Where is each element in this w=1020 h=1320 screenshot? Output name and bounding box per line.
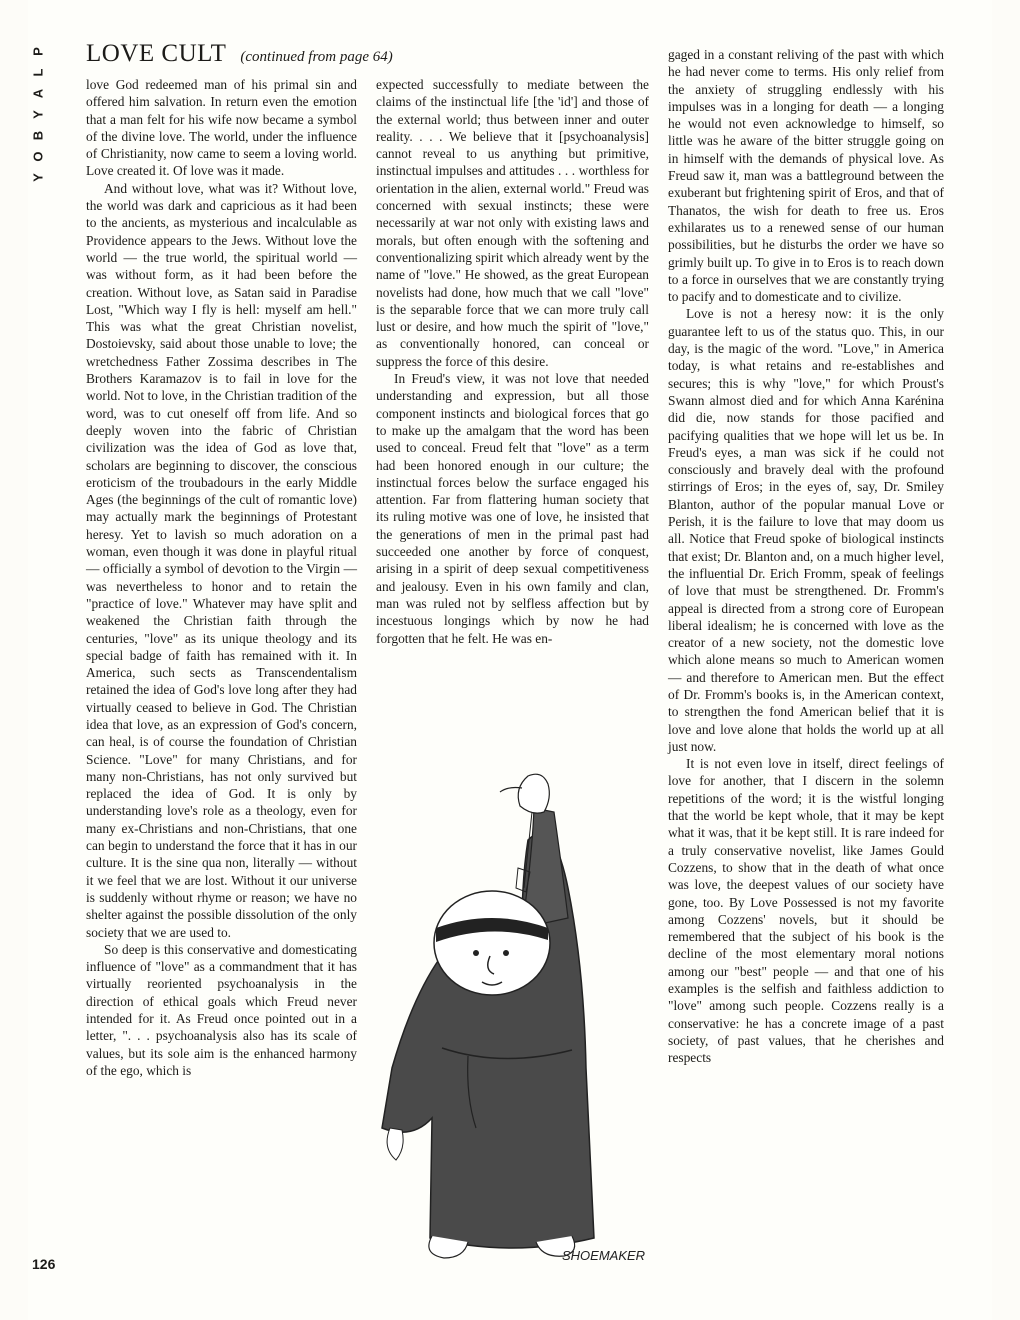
margin-letter: P: [30, 47, 46, 56]
monk-cartoon-illustration: [372, 768, 662, 1268]
left-eye: [473, 950, 479, 956]
paragraph: love God redeemed man of his primal sin and offered him salvation. In return even the emotion that a man felt for his wife now became a symbol of the divine love. The world, under the influence of Christianity, now came to seem a loving world. Love created it. Of love was it made.: [86, 77, 357, 179]
right-eye: [503, 950, 509, 956]
monk-head: [434, 891, 550, 995]
continued-note: (continued from page 64): [240, 49, 393, 65]
margin-letter: L: [30, 68, 46, 77]
monk-drawing: [372, 768, 662, 1268]
margin-letter: Y: [30, 173, 46, 182]
hand-shape: [518, 774, 549, 813]
margin-letter: O: [30, 151, 46, 162]
paragraph: expected successfully to mediate between the claims of the instinctual life [the 'id'] and those of the external world; thus between inner and outer reality. . . . We believe that it [psychoanalysis] cannot reveal to us anything but primitive, instinctual impulses and attitudes . . . worthless for orientation in the alien, external world." Freud was concerned with sexual instincts; these were necessarily at war not only with existing laws and morals, but often enough with the softening and conventionalizing spirit which already went by the name of "love." He showed, as the great European novelists had done, how much that we call "love" is the separable force that we can more truly call lust or desire, and how much the spirit of "love," as conventionally honored, can conceal or suppress the force of this desire.: [376, 77, 649, 369]
paragraph: It is not even love in itself, direct feelings of love for another, that I discern in the solemn repetitions of the word; it is the wistful longing that the world be kept whole, that it may be kept what it was, that it be kept still. It is rare indeed for a truly conservative novelist, like James Gould Cozzens, to show that in the death of what once was love, the deepest values of our society have gone, too. By Love Possessed is not my favorite among Cozzens' novels, but it should be remembered that the subject of his book is the decline of the most elementary moral notions among our "best" people — and that one of his examples is the selfish and faithless addiction to "love" among such people. Cozzens really is a conservative: he has a concrete image of a past society, of past values, that he cherishes and respects: [668, 756, 944, 1066]
text-column-3: [668, 46, 944, 1067]
page-number: 126: [32, 1256, 56, 1272]
lower-hand: [387, 1128, 403, 1160]
paragraph: Love is not a heresy now: it is the only guarantee left to us of the status quo. This, in our day, is the magic of the word. "Love," in America today, is what retains and re-establishes and secures; this is why "love," for which Proust's Swann almost died and for which Anna Karénina did die, now stands for those pacified and pacifying qualities that we hope will let us be. In Freud's eyes, a man was sick if he could not consciously and bravely deal with the profound stirrings of Eros; in the eyes of, say, Dr. Smiley Blanton, author of the popular manual Love or Perish, it is the failure to love that may doom us all. Notice that Freud spoke of biological instincts that exist; Dr. Blanton and, on a much higher level, the influential Dr. Erich Fromm, speak of feelings of love that must be strengthened. Dr. Fromm's appeal is directed from a strong core of European liberal idealism; he is concerned with love as the creator of a new society, not the domestic love which alone means so much to American women — and therefore to American men. But the effect of Dr. Fromm's books is, in the American context, to strengthen the fond American belief that it is love and love alone that holds the world up at all just now.: [668, 306, 944, 754]
margin-letter: A: [30, 88, 46, 99]
article-title: LOVE CULT: [86, 40, 227, 67]
playboy-margin-mark: [30, 44, 52, 191]
artist-signature: SHOEMAKER: [562, 1248, 646, 1263]
text-column-2: [376, 76, 649, 647]
paragraph: gaged in a constant reliving of the past with which he had never come to terms. His only relief from the anxiety of struggling endlessly with his impulses was in a longing for death — a longing he would not even acknowledge to himself, so little was he aware of the bitter struggle going on in himself with the demands of physical love. As Freud saw it, man was a battleground between the exuberant but frightening spirit of Eros, and that of Thanatos, the wish for death to free us. Eros exhilarates us to a renewed sense of our human possibilities, but he disturbs the order we have so grimly built up. To give in to Eros is to reach down to a force in ourselves that we are constantly trying to pacify and to domesticate and to civilize.: [668, 47, 944, 305]
paragraph: So deep is this conservative and domesticating influence of "love" as a commandment that it has virtually reoriented psychoanalysis in the direction of ethical goals which Freud never intended for it. As Freud once pointed out in a letter, ". . . psychoanalysis also has its scale of values, but its sole aim is the enhanced harmony of the ego, which is: [86, 941, 357, 1078]
article-header: [86, 40, 393, 68]
margin-letter: B: [30, 130, 46, 141]
paragraph: And without love, what was it? Without love, the world was dark and capricious as it had been to the ancients, as mysterious and incalculable as Providence appears to the Jews. Without love the world — the true world, the spiritual world — was without form, as it had been before the creation. Without love, as Satan said in Paradise Lost, "Which way I fly is hell: myself am hell." This was what the great Christian novelist, Dostoievsky, said about those unable to love; the wretchedness Father Zossima describes in The Brothers Karamazov is to fail in love for the world. Not to love, in the Christian tradition of the word, was to cut oneself off from life. And so deeply woven into the fabric of Christian civilization was the idea of God as love that, scholars are beginning to discover, the conscious eroticism of the troubadours in the early Middle Ages (the beginnings of the cult of romantic love) may actually mark the beginnings of Protestant heresy. Yet to lavish so much adoration on a woman, even though it was done in playful ritual — officially a symbol of devotion to the Virgin — was nevertheless to honor and to retain the "practice of love." Whatever may have split and weakened the Christian faith through the centuries, "love" as its unique theology and its special badge of faith has remained with it. In America, such sects as Transcendentalism retained the idea of God's love long after they had virtually ceased to believe in God. The Christian idea that love, as an expression of God's concern, can heal, is of course the foundation of Christian Science. "Love" for many Christians, and for many non-Christians, has not only survived but replaced the idea of God. It is only by understanding love's role as a theology, even for many ex-Christians and non-Christians, that one can begin to understand the force that it has in our culture. It is the sine qua non, literally — without it we feel that we are lost. Without it our universe is suddenly without rhyme or reason; we have no shelter against the possible dissolution of the only society that we are used to.: [86, 180, 357, 940]
text-column-1: [86, 76, 357, 1079]
margin-letter: Y: [30, 110, 46, 119]
paragraph: In Freud's view, it was not love that needed understanding and expression, but all those component instincts and biological forces that go to make up the amalgam that the word has been used to conceal. Freud felt that "love" as a term had been honored enough in our culture; the instinctual forces below the surface engaged his attention. Far from flattering human society that its ruling motive was one of love, he insisted that the generations of men in the primal past had succeeded one another by force of conquest, arising in a spirit of deep sexual competitiveness and jealousy. Even in his own family and clan, man was ruled not by selfless affection but by incestuous longings which by now he had forgotten that he felt. He was en-: [376, 371, 649, 646]
